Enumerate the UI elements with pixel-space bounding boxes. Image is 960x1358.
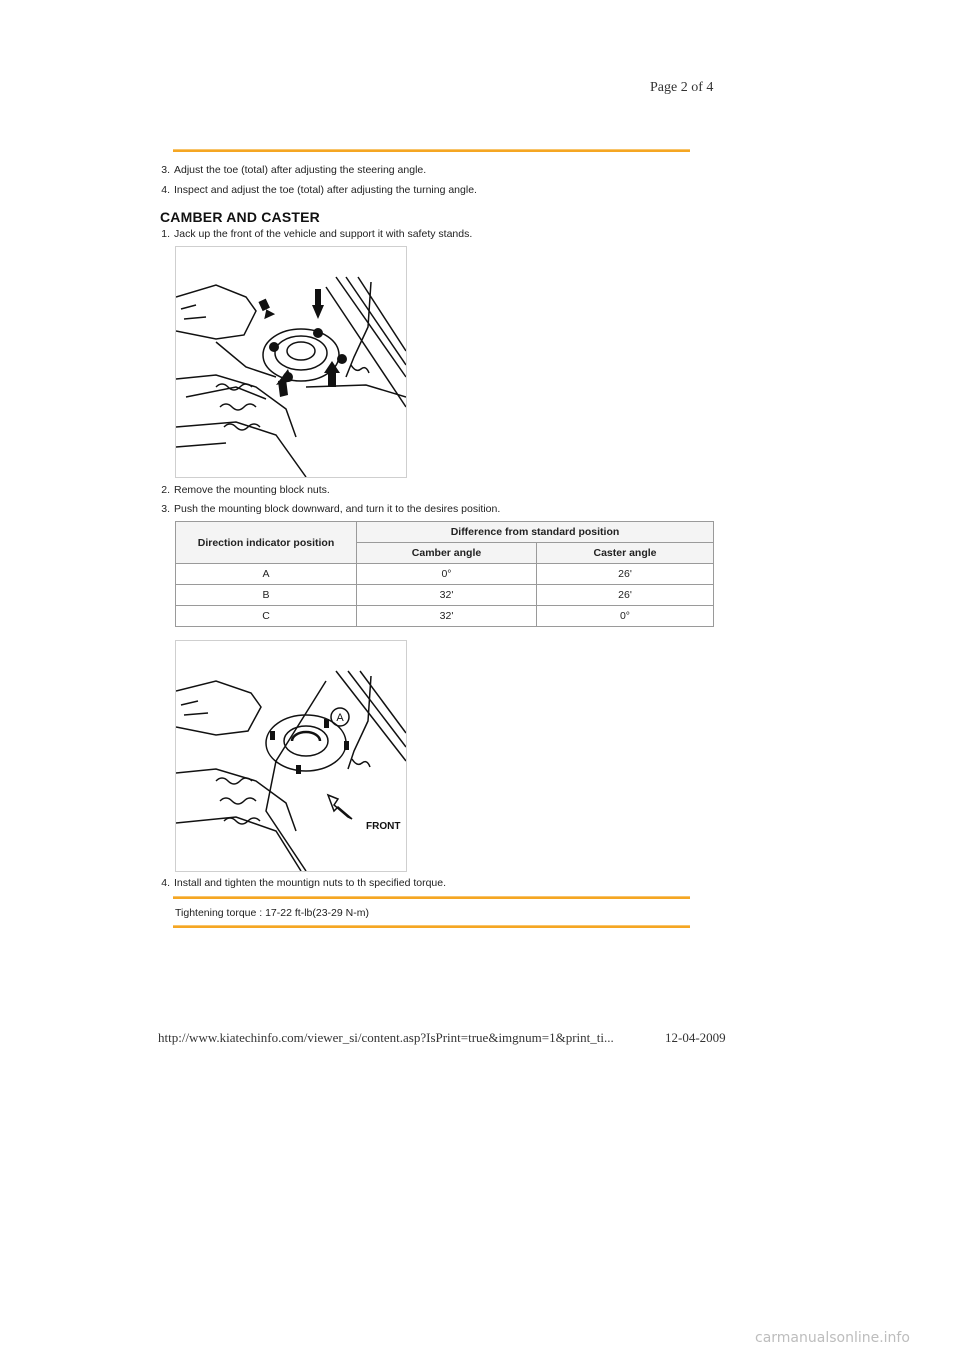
cell-position: A (176, 564, 357, 585)
footer-url: http://www.kiatechinfo.com/viewer_si/content.asp?IsPrint=true&imgnum=1&print_ti... (158, 1030, 614, 1045)
cell-camber: 32' (357, 585, 537, 606)
page-number: Page 2 of 4 (650, 80, 714, 95)
header-direction-position: Direction indicator position (176, 522, 357, 564)
header-caster-angle: Caster angle (537, 543, 714, 564)
footer-date: 12-04-2009 (665, 1030, 726, 1045)
cell-caster: 26' (537, 564, 714, 585)
strut-mount-illustration (176, 247, 406, 477)
cell-position: B (176, 585, 357, 606)
tightening-torque-note: Tightening torque : 17-22 ft-lb(23-29 N-m) (175, 907, 369, 919)
mount-position-illustration (176, 641, 406, 871)
cell-caster: 0° (537, 606, 714, 627)
step-item: 1. Jack up the front of the vehicle and support it with safety stands. (161, 228, 473, 240)
marker-label: A (336, 712, 344, 724)
cell-camber: 32' (357, 606, 537, 627)
step-item: 4. Inspect and adjust the toe (total) after adjusting the turning angle. (161, 184, 477, 196)
header-difference-group: Difference from standard position (357, 522, 714, 543)
site-watermark: carmanualsonline.info (755, 1330, 910, 1346)
step-item: 3. Push the mounting block downward, and turn it to the desires position. (161, 503, 501, 515)
front-label: FRONT (366, 821, 401, 832)
torque-divider-bottom (173, 925, 690, 928)
top-divider (173, 149, 690, 152)
cell-camber: 0° (357, 564, 537, 585)
figure-strut-mount-nuts (175, 246, 407, 478)
cell-caster: 26' (537, 585, 714, 606)
step-item: 3. Adjust the toe (total) after adjusting the steering angle. (161, 164, 427, 176)
header-camber-angle: Camber angle (357, 543, 537, 564)
table-row (176, 606, 714, 627)
section-title: CAMBER AND CASTER (160, 209, 320, 225)
torque-divider-top (173, 896, 690, 899)
table-row (176, 564, 714, 585)
figure-mount-position (175, 640, 407, 872)
step-item: 4. Install and tighten the mountign nuts to th specified torque. (161, 877, 447, 889)
table-row (176, 585, 714, 606)
camber-caster-table (175, 521, 714, 627)
step-item: 2. Remove the mounting block nuts. (161, 484, 330, 496)
cell-position: C (176, 606, 357, 627)
